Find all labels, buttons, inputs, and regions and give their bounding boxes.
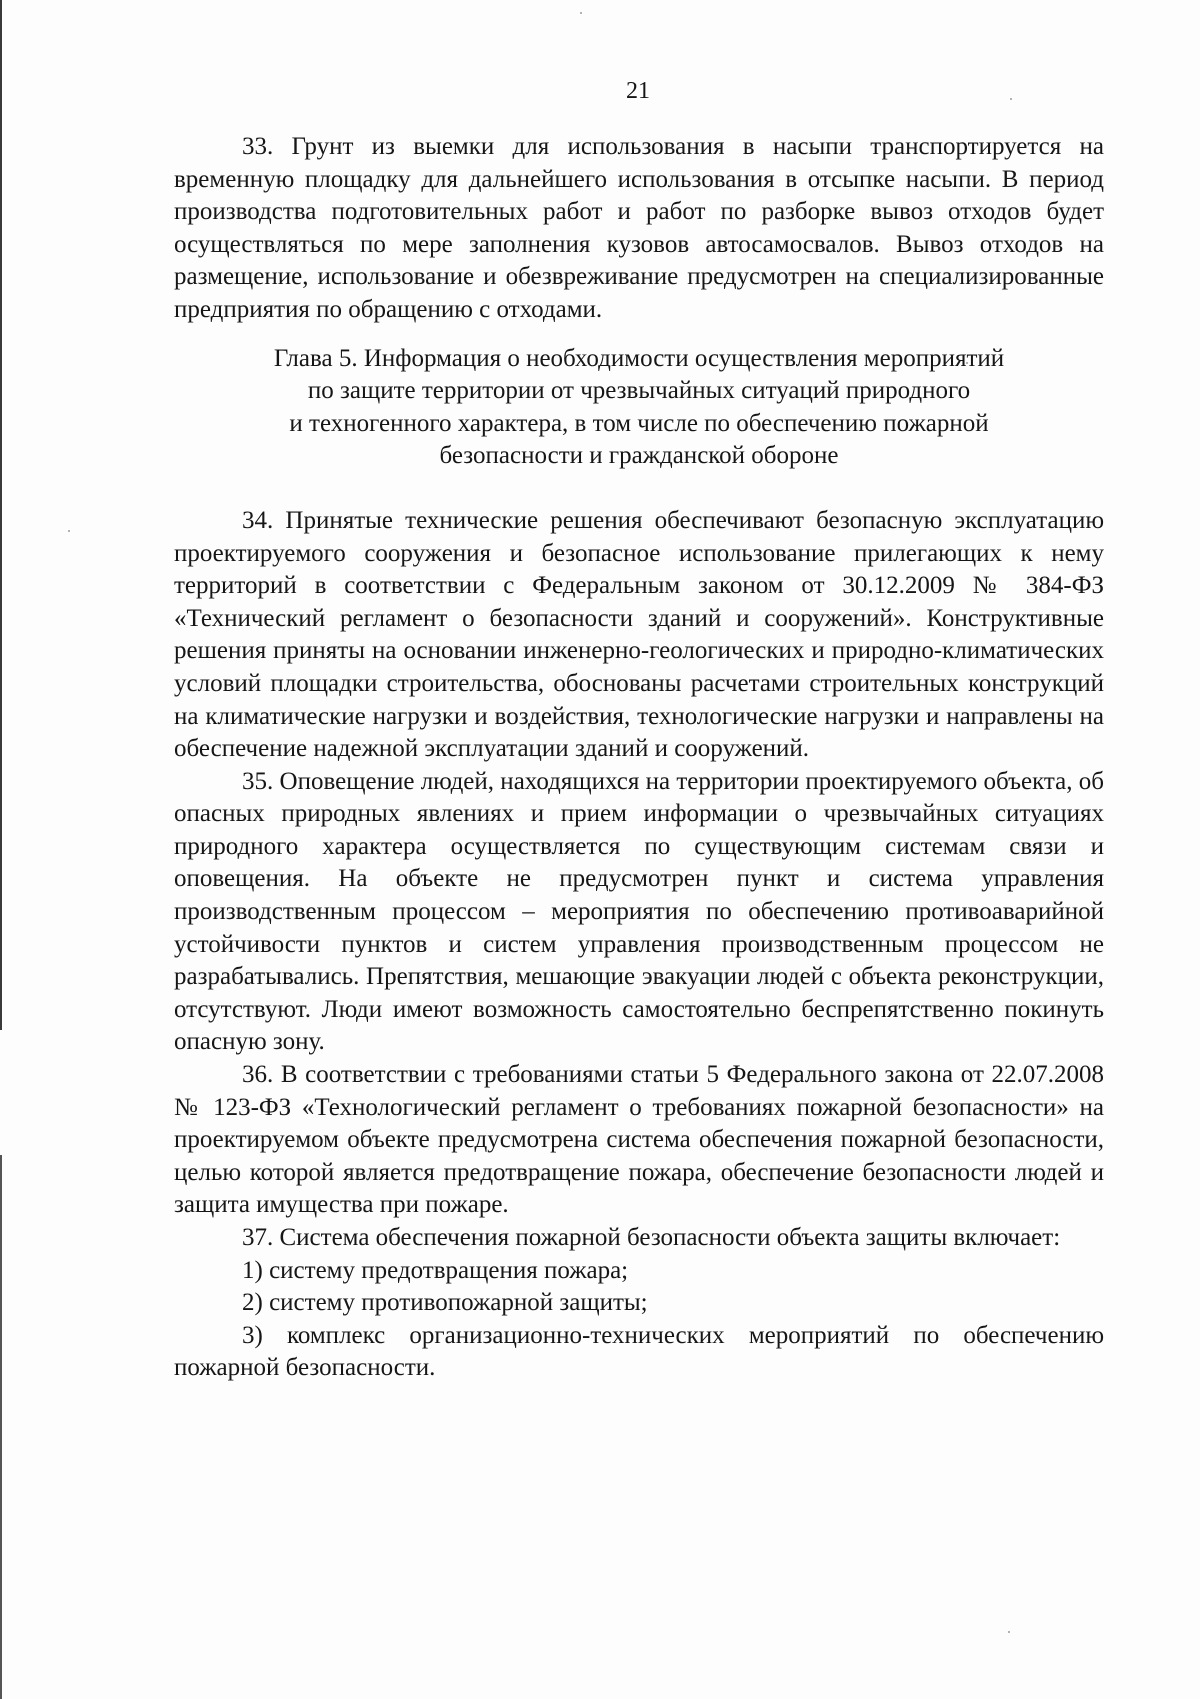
- chapter-heading: [174, 343, 1104, 473]
- list-item-2: 2) систему противопожарной защиты;: [242, 1289, 648, 1317]
- scan-speck: [580, 12, 582, 14]
- scan-left-edge: [0, 0, 2, 1030]
- chapter-heading-line: по защите территории от чрезвычайных ситуаций природного: [307, 377, 971, 405]
- document-body: [174, 131, 1104, 1385]
- paragraph-33: 33. Грунт из выемки для использования в насыпи транспортируется на временную площадку для дальнейшего использования в отсыпке насыпи. В период производства подготовительных работ и работ по разборке вывоз отходов будет осуществляться по мере заполнения кузовов автосамосвалов. Вывоз отходов на размещение, использование и обезвреживание предусмотрен на специализированные предприятия по обращению с отходами.: [174, 133, 1104, 323]
- list-item-3: 3) комплекс организационно-технических мероприятий по обеспечению пожарной безопасности.: [174, 1321, 1104, 1382]
- chapter-heading-line: безопасности и гражданской обороне: [439, 442, 839, 470]
- page-number: 21: [626, 78, 650, 104]
- chapter-heading-line: Глава 5. Информация о необходимости осуществления мероприятий: [273, 344, 1005, 372]
- list-item-1: 1) систему предотвращения пожара;: [242, 1256, 629, 1284]
- scan-left-edge-lower: [0, 1155, 2, 1699]
- paragraph-34: 34. Принятые технические решения обеспечивают безопасную эксплуатацию проектируемого сооружения и безопасное использование прилегающих к нему территорий в соответствии с Федеральным законом от 30.12.2009 № 384-ФЗ «Технический регламент о безопасности зданий и сооружений». Конструктивные решения приняты на основании инженерно-геологических и природно-климатических условий площадки строительства, обоснованы расчетами строительных конструкций на климатические нагрузки и воздействия, технологические нагрузки и направлены на обеспечение надежной эксплуатации зданий и сооружений.: [174, 506, 1104, 763]
- paragraph-37: 37. Система обеспечения пожарной безопасности объекта защиты включает:: [242, 1224, 1061, 1251]
- paragraph-36: 36. В соответствии с требованиями статьи 5 Федерального закона от 22.07.2008 № 123-ФЗ «Технологический регламент о требованиях пожарной безопасности» на проектируемом объекте предусмотрена система обеспечения пожарной безопасности, целью которой является предотвращение пожара, обеспечение безопасности людей и защита имущества при пожаре.: [174, 1061, 1104, 1219]
- chapter-heading-line: и техногенного характера, в том числе по обеспечению пожарной: [289, 409, 989, 437]
- scan-speck: [68, 530, 70, 532]
- paragraph-35: 35. Оповещение людей, находящихся на территории проектируемого объекта, об опасных природных явлениях и прием информации о чрезвычайных ситуациях природного характера осуществляется по существующим системам связи и оповещения. На объекте не предусмотрен пункт и система управления производственным процессом – мероприятия по обеспечению противоаварийной устойчивости пунктов и систем управления производственным процессом не разрабатывались. Препятствия, мешающие эвакуации людей с объекта реконструкции, отсутствуют. Люди имеют возможность самостоятельно беспрепятственно покинуть опасную зону.: [174, 767, 1104, 1056]
- scan-speck: [1008, 1631, 1010, 1633]
